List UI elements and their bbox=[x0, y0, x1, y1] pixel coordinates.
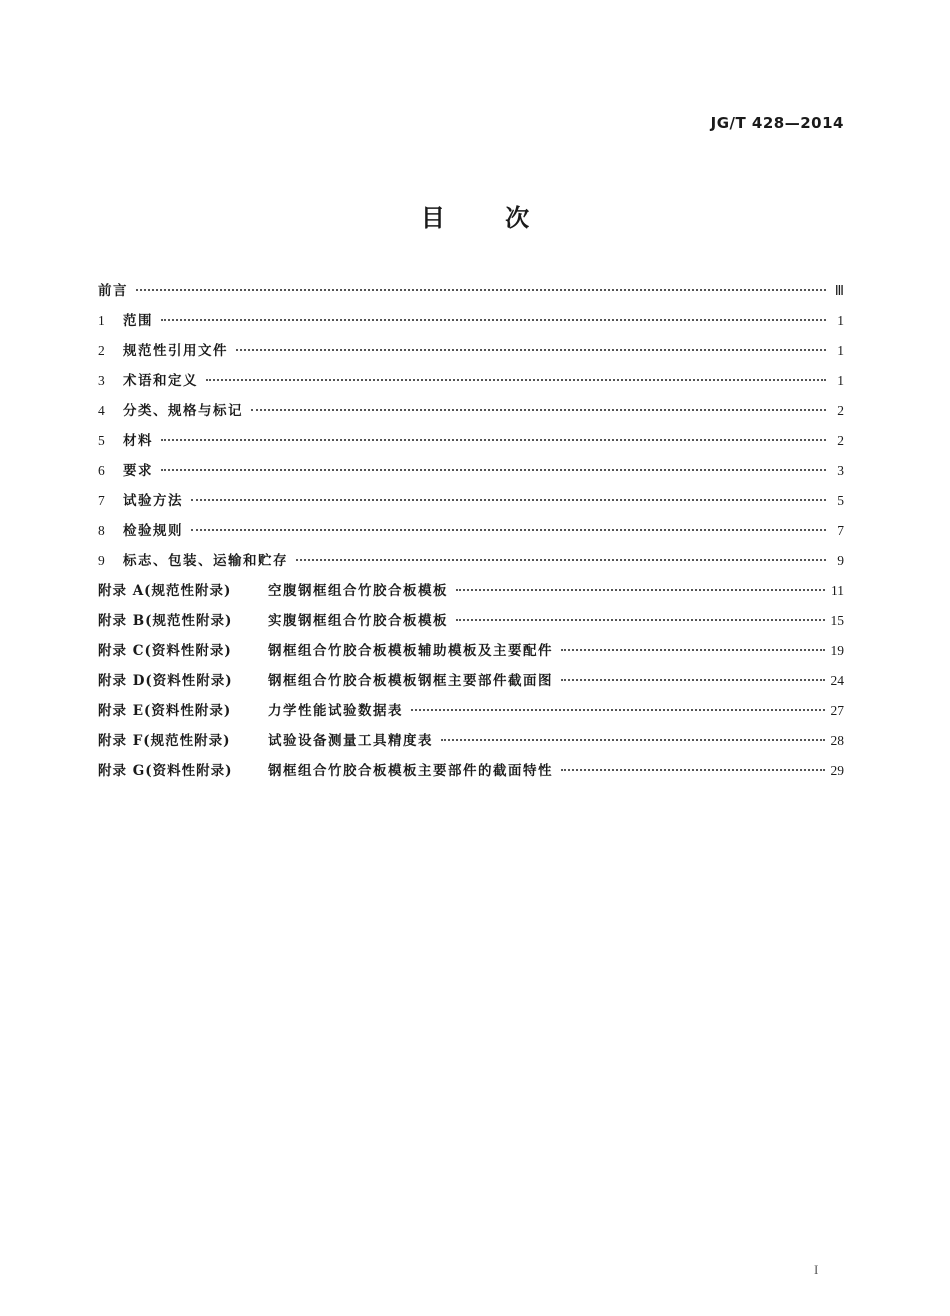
toc-title bbox=[0, 198, 950, 233]
entry-title: 钢框组合竹胶合板模板主要部件的截面特性 bbox=[268, 763, 553, 779]
dot-leader bbox=[561, 769, 825, 771]
dot-leader bbox=[161, 439, 826, 441]
toc-entry[interactable] bbox=[98, 726, 844, 756]
toc-entry[interactable] bbox=[98, 366, 844, 396]
page-ref: 29 bbox=[830, 763, 844, 778]
toc-entry[interactable] bbox=[98, 336, 844, 366]
table-of-contents bbox=[98, 276, 844, 786]
page-ref: 11 bbox=[831, 583, 844, 598]
toc-entry[interactable] bbox=[98, 606, 844, 636]
entry-title: 术语和定义 bbox=[123, 373, 198, 389]
appendix-label: 附录 F(规范性附录) bbox=[98, 733, 231, 749]
standard-code: JG/T 428—2014 bbox=[710, 114, 844, 132]
appendix-label: 附录 C(资料性附录) bbox=[98, 643, 232, 659]
page-ref: 28 bbox=[830, 733, 844, 748]
section-number: 6 bbox=[98, 463, 105, 478]
section-number: 4 bbox=[98, 403, 105, 418]
dot-leader bbox=[191, 529, 826, 531]
toc-entry[interactable] bbox=[98, 696, 844, 726]
entry-title: 实腹钢框组合竹胶合板模板 bbox=[268, 613, 448, 629]
page-ref: 1 bbox=[837, 313, 844, 328]
page-ref: 7 bbox=[837, 523, 844, 538]
toc-entry[interactable] bbox=[98, 756, 844, 786]
page-ref: Ⅲ bbox=[834, 283, 844, 298]
dot-leader bbox=[251, 409, 826, 411]
dot-leader bbox=[411, 709, 825, 711]
toc-entry[interactable] bbox=[98, 546, 844, 576]
page-ref: 1 bbox=[837, 343, 844, 358]
toc-entry[interactable] bbox=[98, 306, 844, 336]
page-ref: 2 bbox=[837, 433, 844, 448]
entry-title: 检验规则 bbox=[123, 523, 183, 539]
toc-entry[interactable] bbox=[98, 576, 844, 606]
entry-title: 材料 bbox=[123, 433, 153, 449]
entry-title: 标志、包装、运输和贮存 bbox=[123, 553, 288, 569]
section-number: 1 bbox=[98, 313, 105, 328]
toc-entry[interactable] bbox=[98, 456, 844, 486]
toc-entry[interactable] bbox=[98, 426, 844, 456]
toc-entry[interactable] bbox=[98, 666, 844, 696]
page-ref: 24 bbox=[830, 673, 844, 688]
section-number: 5 bbox=[98, 433, 105, 448]
section-number: 3 bbox=[98, 373, 105, 388]
toc-entry[interactable] bbox=[98, 276, 844, 306]
entry-title: 范围 bbox=[123, 313, 153, 329]
appendix-label: 附录 G(资料性附录) bbox=[98, 763, 233, 779]
appendix-label: 附录 A(规范性附录) bbox=[98, 583, 232, 599]
toc-title-char: 目 bbox=[420, 204, 445, 232]
toc-entry[interactable] bbox=[98, 486, 844, 516]
entry-title: 钢框组合竹胶合板模板钢框主要部件截面图 bbox=[268, 673, 553, 689]
page-ref: 2 bbox=[837, 403, 844, 418]
entry-title: 要求 bbox=[123, 463, 153, 479]
section-number: 2 bbox=[98, 343, 105, 358]
page-ref: 19 bbox=[830, 643, 844, 658]
section-number: 8 bbox=[98, 523, 105, 538]
dot-leader bbox=[161, 319, 826, 321]
dot-leader bbox=[456, 619, 825, 621]
entry-title: 前言 bbox=[98, 283, 128, 299]
page-ref: 3 bbox=[837, 463, 844, 478]
page-number: I bbox=[814, 1262, 819, 1277]
dot-leader bbox=[561, 649, 825, 651]
page-ref: 15 bbox=[830, 613, 844, 628]
entry-title: 规范性引用文件 bbox=[123, 343, 228, 359]
section-number: 9 bbox=[98, 553, 105, 568]
entry-title: 试验设备测量工具精度表 bbox=[268, 733, 433, 749]
page-ref: 9 bbox=[837, 553, 844, 568]
entry-title: 力学性能试验数据表 bbox=[268, 703, 403, 719]
entry-title: 空腹钢框组合竹胶合板模板 bbox=[268, 583, 448, 599]
toc-entry[interactable] bbox=[98, 396, 844, 426]
dot-leader bbox=[206, 379, 826, 381]
dot-leader bbox=[136, 289, 826, 291]
entry-title: 钢框组合竹胶合板模板辅助模板及主要配件 bbox=[268, 643, 553, 659]
appendix-label: 附录 E(资料性附录) bbox=[98, 703, 232, 719]
dot-leader bbox=[161, 469, 826, 471]
dot-leader bbox=[296, 559, 826, 561]
dot-leader bbox=[456, 589, 825, 591]
dot-leader bbox=[561, 679, 825, 681]
dot-leader bbox=[441, 739, 825, 741]
page-ref: 27 bbox=[830, 703, 844, 718]
page-ref: 1 bbox=[837, 373, 844, 388]
appendix-label: 附录 B(规范性附录) bbox=[98, 613, 233, 629]
toc-entry[interactable] bbox=[98, 516, 844, 546]
entry-title: 分类、规格与标记 bbox=[123, 403, 243, 419]
toc-title-char: 次 bbox=[505, 204, 530, 232]
toc-entry[interactable] bbox=[98, 636, 844, 666]
dot-leader bbox=[191, 499, 826, 501]
dot-leader bbox=[236, 349, 826, 351]
page-ref: 5 bbox=[837, 493, 844, 508]
entry-title: 试验方法 bbox=[123, 493, 183, 509]
section-number: 7 bbox=[98, 493, 105, 508]
appendix-label: 附录 D(资料性附录) bbox=[98, 673, 233, 689]
